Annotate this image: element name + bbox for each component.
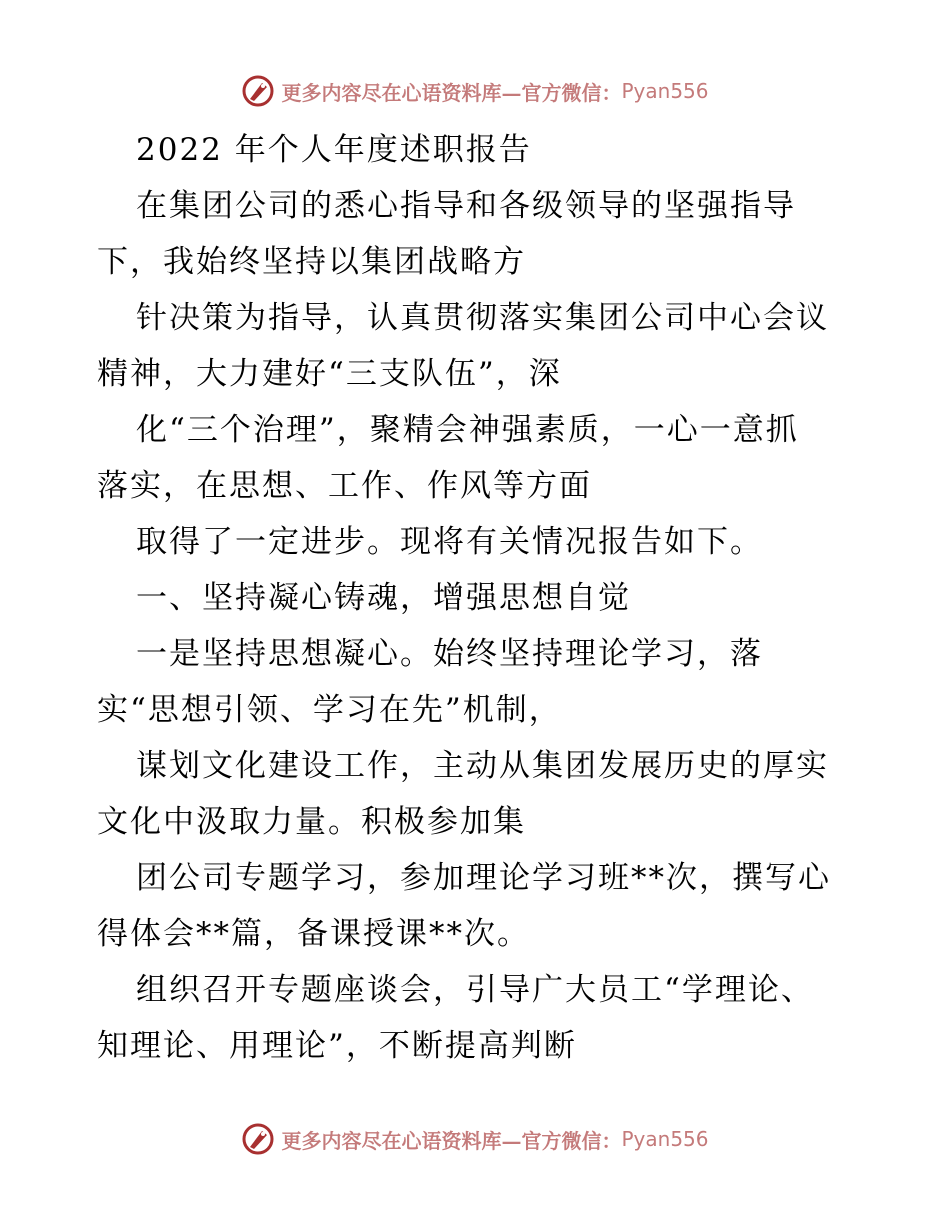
watermark-contact: Pyan556 [621,1127,709,1151]
section-heading: 一、坚持凝心铸魂，增强思想自觉 [136,580,631,616]
text-line: 组织召开专题座谈会，引导广大员工“学理论、 [136,972,814,1008]
text-line: 实“思想引领、学习在先”机制， [97,692,562,728]
text-line: 精神，大力建好“三支队伍”，深 [97,356,562,392]
text-line: 一是坚持思想凝心。始终坚持理论学习，落 [136,636,763,672]
text-line: 团公司专题学习，参加理论学习班**次，撰写心 [136,860,831,896]
watermark-text: 更多内容尽在心语资料库—官方微信： [281,1128,622,1153]
watermark-contact: Pyan556 [621,79,709,103]
text-line: 文化中汲取力量。积极参加集 [97,804,526,840]
text-line: 落实，在思想、工作、作风等方面 [97,468,592,504]
footer-watermark [0,1119,950,1159]
document-body [0,122,950,1074]
text-line: 知理论、用理论”，不断提高判断 [97,1028,577,1064]
text-line: 下，我始终坚持以集团战略方 [97,244,526,280]
text-line: 在集团公司的悉心指导和各级领导的坚强指导 [136,188,796,224]
text-line: 针决策为指导，认真贯彻落实集团公司中心会议 [136,300,829,336]
text-line: 化“三个治理”，聚精会神强素质，一心一意抓 [136,412,799,448]
text-line: 谋划文化建设工作，主动从集团发展历史的厚实 [136,748,829,784]
pen-nib-logo-icon [241,1122,275,1156]
watermark-text: 更多内容尽在心语资料库—官方微信： [281,80,622,105]
document-title: 2022 年个人年度述职报告 [136,132,532,168]
pen-nib-logo-icon [241,74,275,108]
text-line: 取得了一定进步。现将有关情况报告如下。 [136,524,763,560]
header-watermark [0,71,950,111]
text-line: 得体会**篇，备课授课**次。 [97,916,530,952]
